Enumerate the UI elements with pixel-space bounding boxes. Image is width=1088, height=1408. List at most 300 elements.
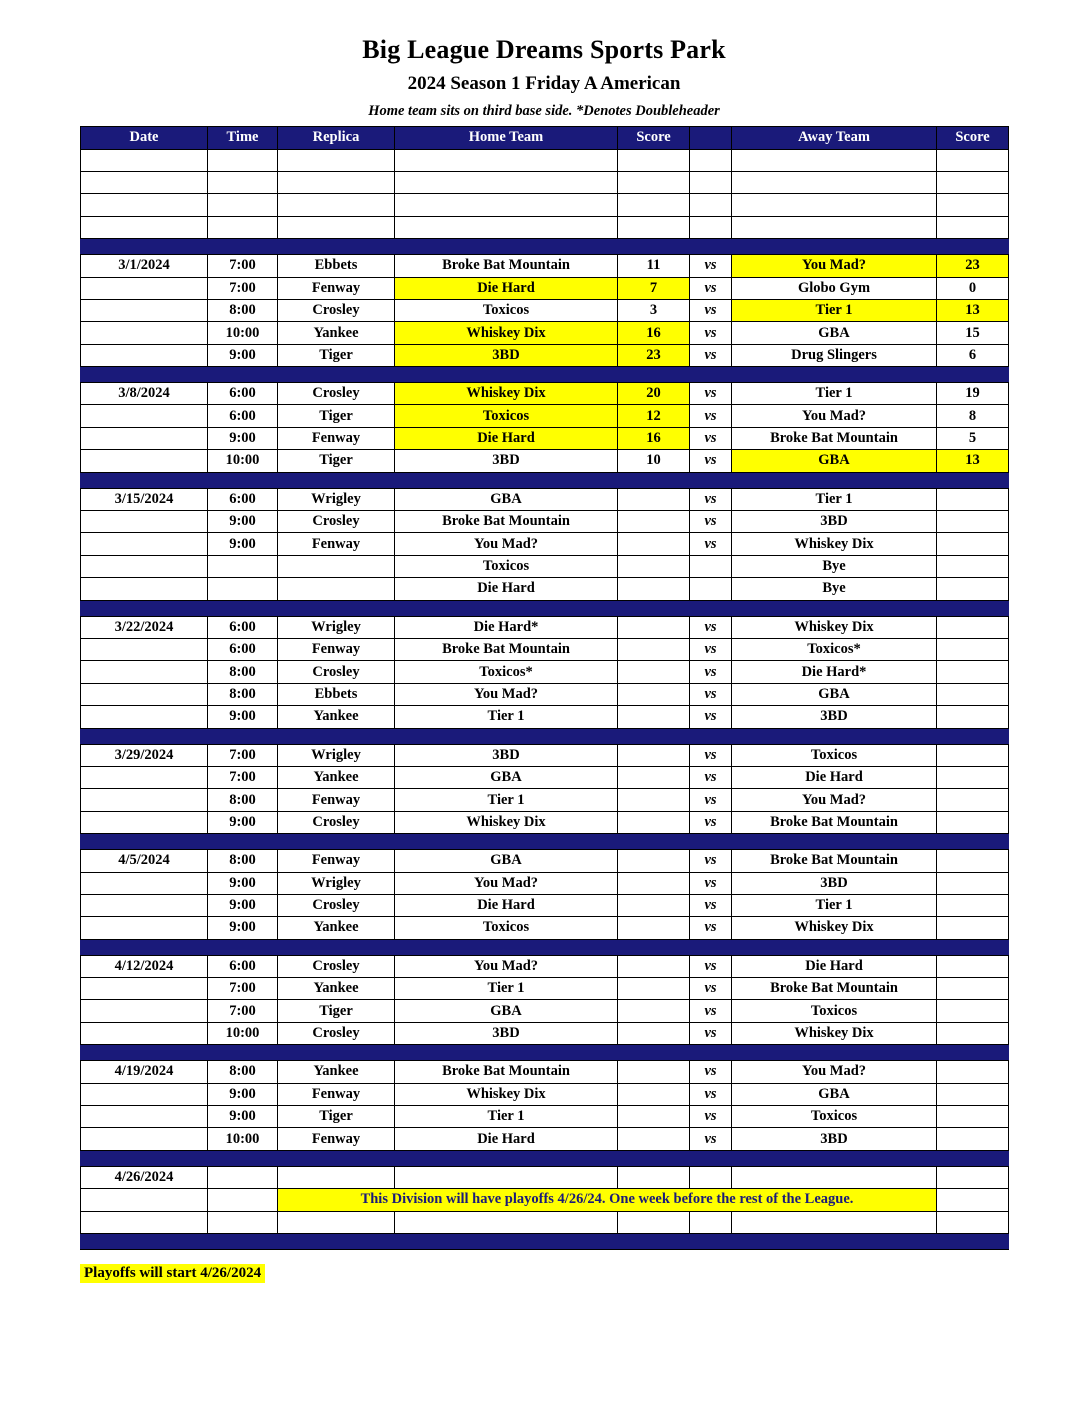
page-title: Big League Dreams Sports Park: [362, 35, 726, 64]
band-cell: [81, 834, 1009, 850]
empty-row: [81, 216, 1009, 238]
cell-replica: Crosley: [278, 661, 395, 683]
cell-replica: [278, 555, 395, 577]
table-row: [81, 299, 1009, 321]
cell-replica: Fenway: [278, 1083, 395, 1105]
empty-cell: [208, 1211, 278, 1233]
cell-date: [81, 978, 208, 1000]
empty-cell: [81, 149, 208, 171]
cell-home-score: [618, 683, 690, 705]
cell-away-score: [937, 978, 1009, 1000]
cell-away-team: Tier 1: [732, 383, 937, 405]
band-cell: [81, 600, 1009, 616]
empty-cell: [81, 216, 208, 238]
cell-vs: vs: [690, 1128, 732, 1150]
cell-vs: vs: [690, 850, 732, 872]
cell-away-score: [937, 706, 1009, 728]
cell-home-team: Whiskey Dix: [395, 322, 618, 344]
playoff-start-note: Playoffs will start 4/26/2024: [80, 1264, 265, 1283]
cell-home-score: 10: [618, 450, 690, 472]
cell-date: [81, 427, 208, 449]
cell-away-score: [937, 661, 1009, 683]
empty-cell: [618, 1211, 690, 1233]
cell-home-team: You Mad?: [395, 955, 618, 977]
band-cell: [81, 939, 1009, 955]
cell-away-team: You Mad?: [732, 255, 937, 277]
cell-time: 6:00: [208, 383, 278, 405]
empty-cell: [618, 194, 690, 216]
week-separator-band: [81, 367, 1009, 383]
cell-replica: Tiger: [278, 450, 395, 472]
cell-replica: Yankee: [278, 1061, 395, 1083]
column-header-home-score: Score: [618, 127, 690, 149]
band-cell: [81, 239, 1009, 255]
cell-away-score: [937, 1128, 1009, 1150]
page-note: Home team sits on third base side. *Denotes Doubleheader: [368, 103, 720, 120]
cell-away-score: [937, 917, 1009, 939]
cell-away-score: [937, 789, 1009, 811]
week-separator-band: [81, 1045, 1009, 1061]
empty-row: [81, 194, 1009, 216]
cell-away-team: GBA: [732, 322, 937, 344]
cell-home-score: [618, 533, 690, 555]
table-row: [81, 955, 1009, 977]
empty-cell: [690, 1211, 732, 1233]
table-row: [81, 1022, 1009, 1044]
cell-replica: Yankee: [278, 978, 395, 1000]
cell-time: 6:00: [208, 955, 278, 977]
cell-date: [81, 894, 208, 916]
cell-date: [81, 917, 208, 939]
cell-away-score: 6: [937, 344, 1009, 366]
cell-away-team: Broke Bat Mountain: [732, 978, 937, 1000]
cell-home-team: Die Hard: [395, 277, 618, 299]
table-row: [81, 639, 1009, 661]
cell-home-team: GBA: [395, 766, 618, 788]
cell-home-score: [618, 744, 690, 766]
cell-home-team: You Mad?: [395, 683, 618, 705]
cell-home-team: Tier 1: [395, 978, 618, 1000]
cell-home-score: [618, 872, 690, 894]
cell-home-team: Broke Bat Mountain: [395, 511, 618, 533]
cell-time: 6:00: [208, 405, 278, 427]
cell-date: [81, 811, 208, 833]
empty-cell: [690, 194, 732, 216]
cell-home-score: [618, 1083, 690, 1105]
table-row: [81, 789, 1009, 811]
cell-away-score: [937, 639, 1009, 661]
cell-away-team: GBA: [732, 1083, 937, 1105]
cell-home-team: Whiskey Dix: [395, 1083, 618, 1105]
cell-replica: Yankee: [278, 706, 395, 728]
cell-home-score: [618, 978, 690, 1000]
cell-away-score: 19: [937, 383, 1009, 405]
cell-date: [81, 578, 208, 600]
cell-replica: Tiger: [278, 1106, 395, 1128]
cell-time: [208, 555, 278, 577]
empty-cell: [208, 1189, 278, 1211]
cell-date: [81, 1106, 208, 1128]
cell-away-score: [937, 1061, 1009, 1083]
cell-date: 3/8/2024: [81, 383, 208, 405]
cell-time: 9:00: [208, 511, 278, 533]
cell-replica: Yankee: [278, 322, 395, 344]
cell-home-team: GBA: [395, 850, 618, 872]
empty-cell: [618, 149, 690, 171]
cell-away-score: [937, 955, 1009, 977]
cell-away-team: Tier 1: [732, 894, 937, 916]
cell-away-score: [937, 533, 1009, 555]
cell-vs: vs: [690, 299, 732, 321]
cell-date: [81, 872, 208, 894]
cell-vs: vs: [690, 255, 732, 277]
cell-replica: Fenway: [278, 277, 395, 299]
table-row: [81, 917, 1009, 939]
cell-home-score: [618, 488, 690, 510]
cell-home-score: [618, 811, 690, 833]
cell-vs: vs: [690, 1022, 732, 1044]
cell-home-team: 3BD: [395, 450, 618, 472]
cell-away-score: [937, 555, 1009, 577]
empty-cell: [690, 216, 732, 238]
cell-home-score: [618, 1166, 690, 1188]
cell-home-team: Broke Bat Mountain: [395, 639, 618, 661]
table-row: [81, 978, 1009, 1000]
cell-vs: vs: [690, 789, 732, 811]
empty-cell: [732, 216, 937, 238]
schedule-table: [80, 126, 1009, 1250]
page-subtitle: 2024 Season 1 Friday A American: [407, 73, 681, 95]
cell-vs: vs: [690, 1083, 732, 1105]
cell-date: [81, 789, 208, 811]
cell-time: 9:00: [208, 706, 278, 728]
column-header-replica: Replica: [278, 127, 395, 149]
cell-time: 7:00: [208, 766, 278, 788]
cell-home-team: Die Hard: [395, 894, 618, 916]
cell-vs: vs: [690, 277, 732, 299]
empty-row: [81, 1211, 1009, 1233]
cell-home-score: [618, 578, 690, 600]
cell-date: [81, 683, 208, 705]
cell-vs: vs: [690, 917, 732, 939]
cell-away-team: Drug Slingers: [732, 344, 937, 366]
empty-cell: [395, 149, 618, 171]
cell-away-score: 5: [937, 427, 1009, 449]
cell-replica: Ebbets: [278, 683, 395, 705]
cell-away-score: [937, 1106, 1009, 1128]
table-row: [81, 1000, 1009, 1022]
cell-date: 3/15/2024: [81, 488, 208, 510]
cell-away-score: [937, 894, 1009, 916]
cell-home-team: You Mad?: [395, 872, 618, 894]
cell-date: 4/5/2024: [81, 850, 208, 872]
cell-date: [81, 344, 208, 366]
cell-away-team: Broke Bat Mountain: [732, 811, 937, 833]
cell-home-team: 3BD: [395, 1022, 618, 1044]
cell-home-team: Toxicos: [395, 299, 618, 321]
week-separator-band: [81, 239, 1009, 255]
cell-vs: vs: [690, 955, 732, 977]
cell-replica: Yankee: [278, 766, 395, 788]
column-header-time: Time: [208, 127, 278, 149]
cell-time: 9:00: [208, 1083, 278, 1105]
cell-time: 9:00: [208, 872, 278, 894]
cell-replica: Fenway: [278, 639, 395, 661]
cell-away-score: [937, 744, 1009, 766]
cell-away-score: [937, 766, 1009, 788]
cell-date: 3/22/2024: [81, 616, 208, 638]
cell-home-team: GBA: [395, 488, 618, 510]
cell-away-team: Whiskey Dix: [732, 533, 937, 555]
cell-time: 9:00: [208, 533, 278, 555]
empty-cell: [732, 149, 937, 171]
cell-away-team: 3BD: [732, 511, 937, 533]
cell-date: 3/1/2024: [81, 255, 208, 277]
cell-home-score: [618, 1061, 690, 1083]
table-row: [81, 450, 1009, 472]
cell-vs: vs: [690, 511, 732, 533]
cell-away-score: 8: [937, 405, 1009, 427]
cell-home-score: [618, 639, 690, 661]
cell-time: 9:00: [208, 1106, 278, 1128]
cell-time: [208, 578, 278, 600]
empty-row: [81, 171, 1009, 193]
column-header-home-team: Home Team: [395, 127, 618, 149]
cell-date: [81, 533, 208, 555]
empty-cell: [618, 171, 690, 193]
cell-time: 8:00: [208, 789, 278, 811]
week-separator-band: [81, 939, 1009, 955]
cell-away-team: Bye: [732, 578, 937, 600]
cell-date: 4/12/2024: [81, 955, 208, 977]
cell-home-team: Tier 1: [395, 1106, 618, 1128]
table-row: [81, 1106, 1009, 1128]
cell-home-score: [618, 850, 690, 872]
cell-date: 4/26/2024: [81, 1166, 208, 1188]
cell-time: [208, 1166, 278, 1188]
cell-time: 7:00: [208, 1000, 278, 1022]
empty-cell: [81, 1189, 208, 1211]
empty-cell: [278, 194, 395, 216]
band-cell: [81, 1045, 1009, 1061]
table-row: [81, 533, 1009, 555]
week-separator-band: [81, 600, 1009, 616]
cell-away-score: [937, 616, 1009, 638]
empty-cell: [81, 171, 208, 193]
cell-replica: Yankee: [278, 917, 395, 939]
cell-date: 4/19/2024: [81, 1061, 208, 1083]
cell-date: [81, 766, 208, 788]
cell-replica: Tiger: [278, 1000, 395, 1022]
cell-vs: vs: [690, 488, 732, 510]
table-row: [81, 706, 1009, 728]
table-row: [81, 872, 1009, 894]
cell-time: 9:00: [208, 344, 278, 366]
cell-vs: vs: [690, 683, 732, 705]
cell-away-score: 13: [937, 299, 1009, 321]
cell-away-team: Bye: [732, 555, 937, 577]
cell-time: 7:00: [208, 277, 278, 299]
empty-cell: [278, 171, 395, 193]
empty-cell: [937, 194, 1009, 216]
cell-time: 10:00: [208, 450, 278, 472]
cell-away-team: Broke Bat Mountain: [732, 427, 937, 449]
playoff-announcement: This Division will have playoffs 4/26/24. One week before the rest of the League.: [278, 1189, 937, 1211]
cell-home-score: [618, 766, 690, 788]
cell-home-team: GBA: [395, 1000, 618, 1022]
cell-away-team: [732, 1166, 937, 1188]
cell-home-score: 7: [618, 277, 690, 299]
cell-vs: vs: [690, 1061, 732, 1083]
cell-home-team: Toxicos: [395, 917, 618, 939]
cell-replica: Crosley: [278, 383, 395, 405]
cell-home-score: 12: [618, 405, 690, 427]
cell-replica: Wrigley: [278, 744, 395, 766]
cell-away-score: [937, 578, 1009, 600]
empty-cell: [937, 1211, 1009, 1233]
cell-replica: Crosley: [278, 1022, 395, 1044]
cell-home-team: Toxicos: [395, 555, 618, 577]
cell-vs: [690, 1166, 732, 1188]
cell-home-team: Toxicos*: [395, 661, 618, 683]
cell-away-score: [937, 1083, 1009, 1105]
cell-away-team: Tier 1: [732, 299, 937, 321]
cell-vs: vs: [690, 766, 732, 788]
cell-away-team: 3BD: [732, 706, 937, 728]
cell-home-score: [618, 1106, 690, 1128]
cell-vs: vs: [690, 872, 732, 894]
table-row: [81, 811, 1009, 833]
cell-time: 9:00: [208, 917, 278, 939]
cell-vs: vs: [690, 533, 732, 555]
cell-replica: Crosley: [278, 894, 395, 916]
cell-replica: Crosley: [278, 511, 395, 533]
cell-time: 8:00: [208, 1061, 278, 1083]
cell-date: [81, 1000, 208, 1022]
cell-away-team: GBA: [732, 450, 937, 472]
cell-vs: vs: [690, 322, 732, 344]
table-row: [81, 405, 1009, 427]
cell-away-score: [937, 1022, 1009, 1044]
empty-cell: [732, 1211, 937, 1233]
table-row: [81, 1128, 1009, 1150]
cell-home-score: [618, 511, 690, 533]
cell-home-score: 3: [618, 299, 690, 321]
table-row: [81, 766, 1009, 788]
table-row: [81, 322, 1009, 344]
cell-date: [81, 322, 208, 344]
table-row: [81, 255, 1009, 277]
cell-home-team: Whiskey Dix: [395, 383, 618, 405]
empty-cell: [937, 216, 1009, 238]
cell-time: 7:00: [208, 744, 278, 766]
week-separator-band: [81, 1233, 1009, 1249]
cell-replica: Ebbets: [278, 255, 395, 277]
cell-date: [81, 706, 208, 728]
cell-home-score: 11: [618, 255, 690, 277]
empty-cell: [278, 216, 395, 238]
cell-time: 8:00: [208, 683, 278, 705]
empty-cell: [732, 194, 937, 216]
cell-vs: vs: [690, 1106, 732, 1128]
table-row: [81, 555, 1009, 577]
cell-away-team: Whiskey Dix: [732, 616, 937, 638]
table-body: [81, 149, 1009, 1249]
cell-home-team: Die Hard: [395, 1128, 618, 1150]
cell-time: 9:00: [208, 811, 278, 833]
cell-home-score: [618, 616, 690, 638]
cell-away-score: [937, 511, 1009, 533]
cell-vs: vs: [690, 894, 732, 916]
table-row: [81, 1083, 1009, 1105]
cell-replica: [278, 1166, 395, 1188]
cell-vs: vs: [690, 811, 732, 833]
empty-cell: [81, 1211, 208, 1233]
cell-home-score: [618, 955, 690, 977]
cell-away-score: [937, 811, 1009, 833]
cell-vs: vs: [690, 978, 732, 1000]
cell-time: 10:00: [208, 322, 278, 344]
cell-home-score: [618, 555, 690, 577]
cell-time: 8:00: [208, 299, 278, 321]
cell-replica: Crosley: [278, 955, 395, 977]
cell-date: [81, 555, 208, 577]
cell-home-score: 23: [618, 344, 690, 366]
cell-vs: vs: [690, 427, 732, 449]
table-row: [81, 578, 1009, 600]
cell-time: 10:00: [208, 1022, 278, 1044]
cell-away-team: You Mad?: [732, 789, 937, 811]
cell-vs: [690, 555, 732, 577]
empty-cell: [278, 1211, 395, 1233]
empty-cell: [208, 194, 278, 216]
cell-home-team: Die Hard: [395, 427, 618, 449]
empty-cell: [395, 216, 618, 238]
cell-home-score: [618, 661, 690, 683]
cell-vs: vs: [690, 639, 732, 661]
table-row: [81, 277, 1009, 299]
cell-date: [81, 277, 208, 299]
cell-time: 8:00: [208, 661, 278, 683]
cell-date: [81, 511, 208, 533]
empty-cell: [690, 149, 732, 171]
column-header-away-score: Score: [937, 127, 1009, 149]
cell-vs: vs: [690, 383, 732, 405]
cell-away-team: Toxicos*: [732, 639, 937, 661]
band-cell: [81, 728, 1009, 744]
table-row: [81, 427, 1009, 449]
cell-vs: vs: [690, 661, 732, 683]
footer: [80, 1250, 1008, 1283]
cell-time: 9:00: [208, 894, 278, 916]
empty-cell: [208, 216, 278, 238]
cell-vs: vs: [690, 450, 732, 472]
cell-home-team: 3BD: [395, 744, 618, 766]
table-row: [81, 488, 1009, 510]
week-separator-band: [81, 1150, 1009, 1166]
cell-vs: vs: [690, 1000, 732, 1022]
cell-away-team: Broke Bat Mountain: [732, 850, 937, 872]
cell-date: 3/29/2024: [81, 744, 208, 766]
cell-date: [81, 450, 208, 472]
cell-away-score: 13: [937, 450, 1009, 472]
cell-home-score: [618, 1128, 690, 1150]
cell-vs: vs: [690, 405, 732, 427]
cell-away-team: Die Hard*: [732, 661, 937, 683]
cell-home-team: Toxicos: [395, 405, 618, 427]
empty-cell: [208, 171, 278, 193]
cell-replica: Tiger: [278, 344, 395, 366]
